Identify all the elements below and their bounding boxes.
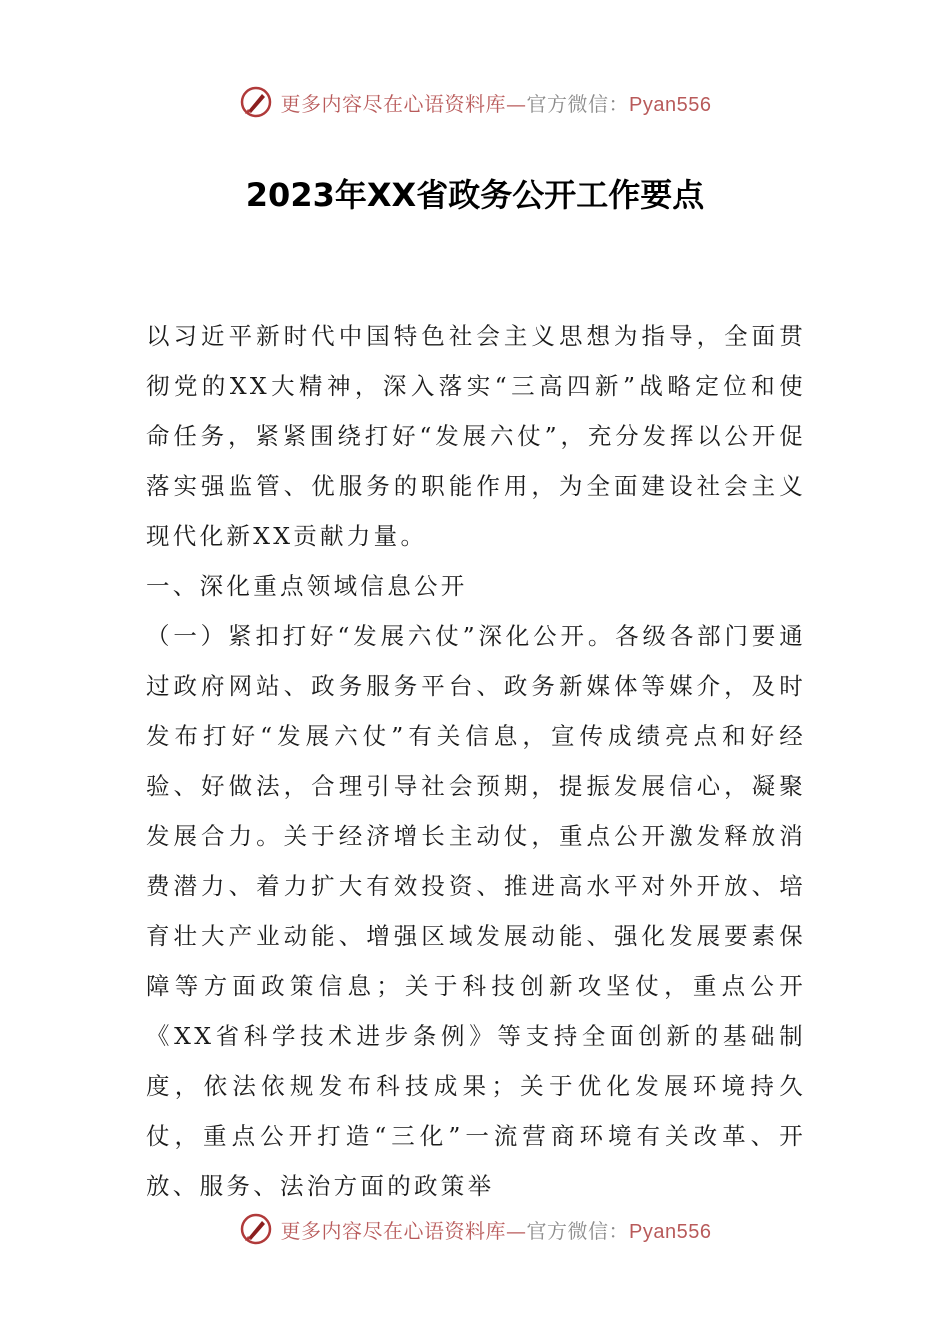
watermark-banner-top	[0, 82, 950, 122]
watermark-main: 更多内容尽在心语资料库—	[280, 91, 527, 116]
document-body	[146, 311, 806, 1211]
document-title: 2023年XX省政务公开工作要点	[245, 176, 705, 214]
pen-logo-icon	[239, 85, 273, 119]
watermark-text	[281, 88, 712, 117]
paragraph-item-1: （一）紧扣打好“发展六仗”深化公开。各级各部门要通过政府网站、政务服务平台、政务新媒体等媒介，及时发布打好“发展六仗”有关信息，宣传成绩亮点和好经验、好做法，合理引导社会预期，提振发展信心，凝聚发展合力。关于经济增长主动仗，重点公开激发释放消费潜力、着力扩大有效投资、推进高水平对外开放、培育壮大产业动能、增强区域发展动能、强化发展要素保障等方面政策信息；关于科技创新攻坚仗，重点公开《XX省科学技术进步条例》等支持全面创新的基础制度，依法依规发布科技成果；关于优化发展环境持久仗，重点公开打造“三化”一流营商环境有关改革、开放、服务、法治方面的政策举	[146, 622, 806, 1200]
watermark-wechat-label: 官方微信：	[526, 91, 630, 116]
watermark-wechat-label: 官方微信：	[526, 1218, 630, 1243]
watermark-wechat-id: Pyan556	[629, 1220, 712, 1243]
watermark-text	[281, 1215, 712, 1244]
paragraph-intro: 以习近平新时代中国特色社会主义思想为指导，全面贯彻党的XX大精神，深入落实“三高四新”战略定位和使命任务，紧紧围绕打好“发展六仗”，充分发挥以公开促落实强监管、优服务的职能作用，为全面建设社会主义现代化新XX贡献力量。	[146, 322, 806, 550]
watermark-wechat-id: Pyan556	[629, 93, 712, 116]
watermark-banner-bottom	[0, 1209, 950, 1249]
section-heading: 一、深化重点领域信息公开	[146, 572, 468, 600]
pen-logo-icon	[239, 1212, 273, 1246]
watermark-main: 更多内容尽在心语资料库—	[280, 1218, 527, 1243]
